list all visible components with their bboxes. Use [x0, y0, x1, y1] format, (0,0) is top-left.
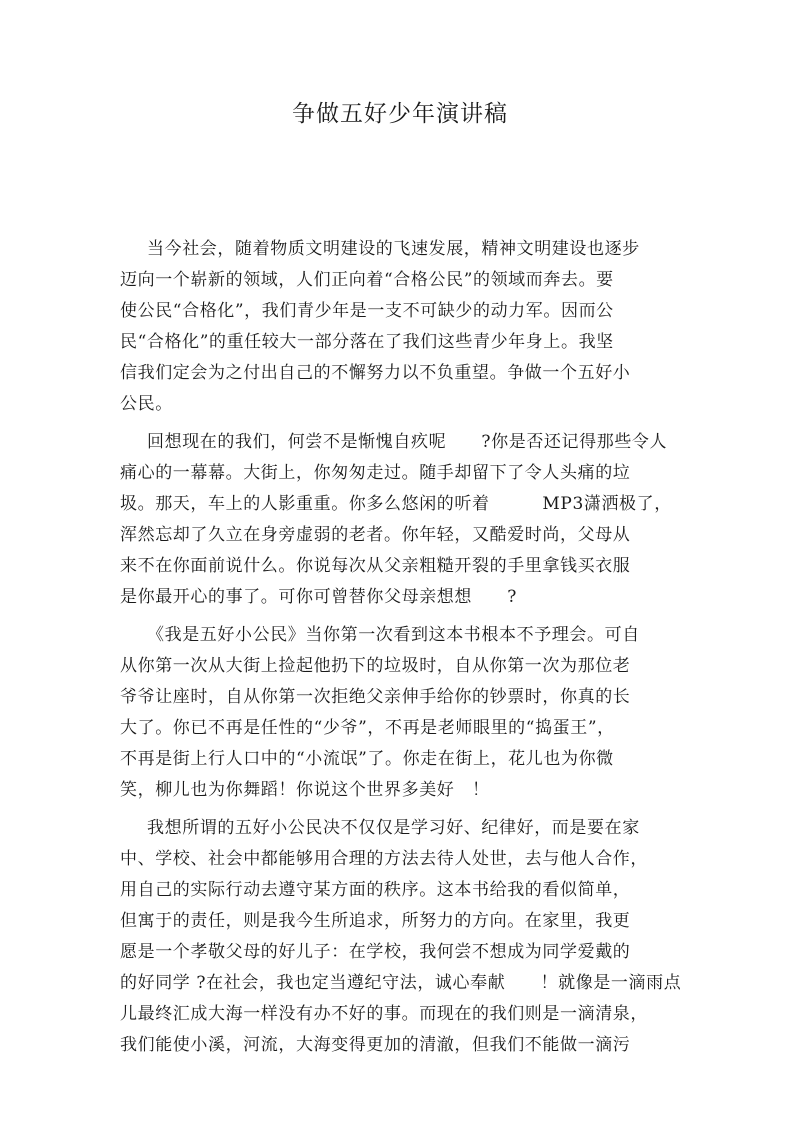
text-line: 儿最终汇成大海一样没有办不好的事。而现在的我们则是一滴清泉，: [120, 1004, 648, 1024]
text-line: 当今社会，随着物质文明建设的飞速发展，精神文明建设也逐步: [147, 239, 640, 259]
text-line: 但寓于的责任，则是我今生所追求，所努力的方向。在家里，我更: [120, 911, 631, 931]
text-line: 《我是五好小公民》当你第一次看到这本书根本不予理会。可自: [147, 625, 640, 645]
page-title: 争做五好少年演讲稿: [292, 101, 508, 127]
text-line: 我想所谓的五好小公民决不仅仅是学习好、纪律好，而是要在家: [147, 818, 640, 838]
text-line: 是你最开心的事了。可你可曾替你父母亲想想 ?: [120, 587, 517, 607]
text-line: 迈向一个崭新的领域，人们正向着“合格公民”的领域而奔去。要: [120, 270, 614, 290]
text-line: 信我们定会为之付出自己的不懈努力以不负重望。争做一个五好小: [120, 363, 631, 383]
text-line: 中、学校、社会中都能够用合理的方法去待人处世，去与他人合作，: [120, 849, 648, 869]
text-line: 民“合格化”的重任较大一部分落在了我们这些青少年身上。我坚: [120, 332, 614, 352]
text-line: 痛心的一幕幕。大街上，你匆匆走过。随手却留下了令人头痛的垃: [120, 463, 631, 483]
text-line: 大了。你已不再是任性的“少爷”，不再是老师眼里的“捣蛋王”，: [120, 718, 615, 738]
text-line: 的好同学 ?在社会，我也定当遵纪守法，诚心奉献 ！就像是一滴雨点: [120, 973, 682, 993]
text-line: 从你第一次从大街上捡起他扔下的垃圾时，自从你第一次为那位老: [120, 656, 631, 676]
text-line: 笑，柳儿也为你舞蹈！你说这个世界多美好 ！: [120, 780, 490, 800]
text-line: 用自己的实际行动去遵守某方面的秩序。这本书给我的看似简单，: [120, 880, 631, 900]
text-line: 浑然忘却了久立在身旁虚弱的老者。你年轻，又酷爱时尚，父母从: [120, 525, 631, 545]
text-line: 不再是街上行人口中的“小流氓”了。你走在街上，花儿也为你微: [120, 749, 614, 769]
text-line: 回想现在的我们，何尝不是惭愧自疚呢 ?你是否还记得那些令人: [147, 432, 668, 452]
text-line: 公民。: [120, 394, 173, 414]
text-line: 使公民“合格化”，我们青少年是一支不可缺少的动力军。因而公: [120, 301, 614, 321]
text-line: 爷爷让座时，自从你第一次拒绝父亲伸手给你的钞票时，你真的长: [120, 687, 631, 707]
text-line: 来不在你面前说什么。你说每次从父亲粗糙开裂的手里拿钱买衣服: [120, 556, 631, 576]
text-line: 愿是一个孝敬父母的好儿子：在学校，我何尝不想成为同学爱戴的: [120, 942, 631, 962]
text-line: 我们能使小溪，河流，大海变得更加的清澈，但我们不能做一滴污: [120, 1035, 631, 1055]
text-line: 圾。那天，车上的人影重重。你多么悠闲的听着 MP3潇洒极了，: [120, 494, 672, 514]
